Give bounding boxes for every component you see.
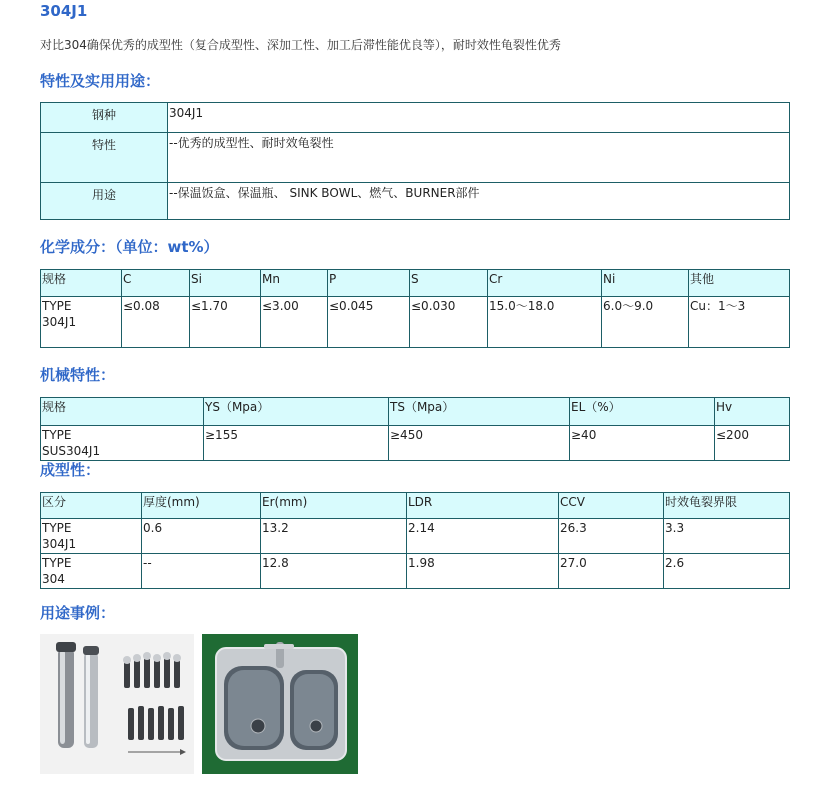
table-cell: 13.2 [261,519,407,554]
property-key: 用途 [41,183,168,220]
table-cell: ≤0.045 [328,297,410,348]
table-cell: ≤3.00 [261,297,328,348]
table-cell: TYPE 304J1 [41,297,122,348]
header-cell: TS（Mpa） [389,398,570,426]
table-cell: TYPE SUS304J1 [41,426,204,461]
page-title: 304J1 [40,2,88,20]
property-value: --优秀的成型性、耐时效龟裂性 [168,133,790,183]
table-cell: ≤200 [715,426,790,461]
header-cell: C [122,270,190,297]
header-cell: Hv [715,398,790,426]
header-cell: 规格 [41,398,204,426]
header-cell: 区分 [41,493,142,519]
intro-text: 对比304确保优秀的成型性（复合成型性、深加工性、加工后滞性能优良等），耐时效性龟裂性优秀 [40,38,561,52]
header-cell: 规格 [41,270,122,297]
chemical-table [40,269,790,348]
mechanical-table [40,397,790,461]
table-cell: 2.14 [407,519,559,554]
table-cell: 6.0～9.0 [602,297,689,348]
table-cell: TYPE 304 [41,554,142,589]
header-cell: LDR [407,493,559,519]
section-heading-properties: 特性及实用用途： [40,72,161,90]
table-cell: TYPE 304J1 [41,519,142,554]
header-cell: EL（%） [570,398,715,426]
header-cell: S [410,270,488,297]
header-cell: Er(mm) [261,493,407,519]
table-header-row [41,493,790,519]
property-value: --保温饭盒、保温瓶、 SINK BOWL、燃气、BURNER部件 [168,183,790,220]
header-cell: 时效龟裂界限 [664,493,790,519]
property-key: 特性 [41,133,168,183]
header-cell: Si [190,270,261,297]
table-cell: -- [142,554,261,589]
thermos-and-utensils-photo [40,634,194,774]
table-cell: 3.3 [664,519,790,554]
header-cell: Ni [602,270,689,297]
table-row [41,554,790,589]
header-cell: 其他 [689,270,790,297]
table-row [41,103,790,133]
table-row [41,519,790,554]
table-row [41,183,790,220]
property-key: 钢种 [41,103,168,133]
property-value: 304J1 [168,103,790,133]
table-cell: 15.0～18.0 [488,297,602,348]
properties-table [40,102,790,220]
section-heading-chemical: 化学成分：（单位：wt%） [40,238,219,256]
table-cell: 12.8 [261,554,407,589]
table-cell: 1.98 [407,554,559,589]
table-row [41,297,790,348]
table-cell: 27.0 [559,554,664,589]
table-cell: ≤0.030 [410,297,488,348]
table-header-row [41,270,790,297]
table-cell: ≥40 [570,426,715,461]
table-header-row [41,398,790,426]
table-cell: Cu：1～3 [689,297,790,348]
header-cell: 厚度(mm) [142,493,261,519]
double-sink-bowl-photo [202,634,358,774]
table-cell: ≥155 [204,426,389,461]
table-row [41,133,790,183]
header-cell: CCV [559,493,664,519]
header-cell: Mn [261,270,328,297]
header-cell: Cr [488,270,602,297]
header-cell: P [328,270,410,297]
table-cell: 26.3 [559,519,664,554]
table-cell: 2.6 [664,554,790,589]
table-row [41,426,790,461]
forming-table [40,492,790,589]
table-cell: ≥450 [389,426,570,461]
table-cell: 0.6 [142,519,261,554]
section-heading-examples: 用途事例： [40,604,116,622]
header-cell: YS（Mpa） [204,398,389,426]
section-heading-forming: 成型性： [40,461,101,479]
section-heading-mechanical: 机械特性： [40,366,116,384]
table-cell: ≤1.70 [190,297,261,348]
table-cell: ≤0.08 [122,297,190,348]
